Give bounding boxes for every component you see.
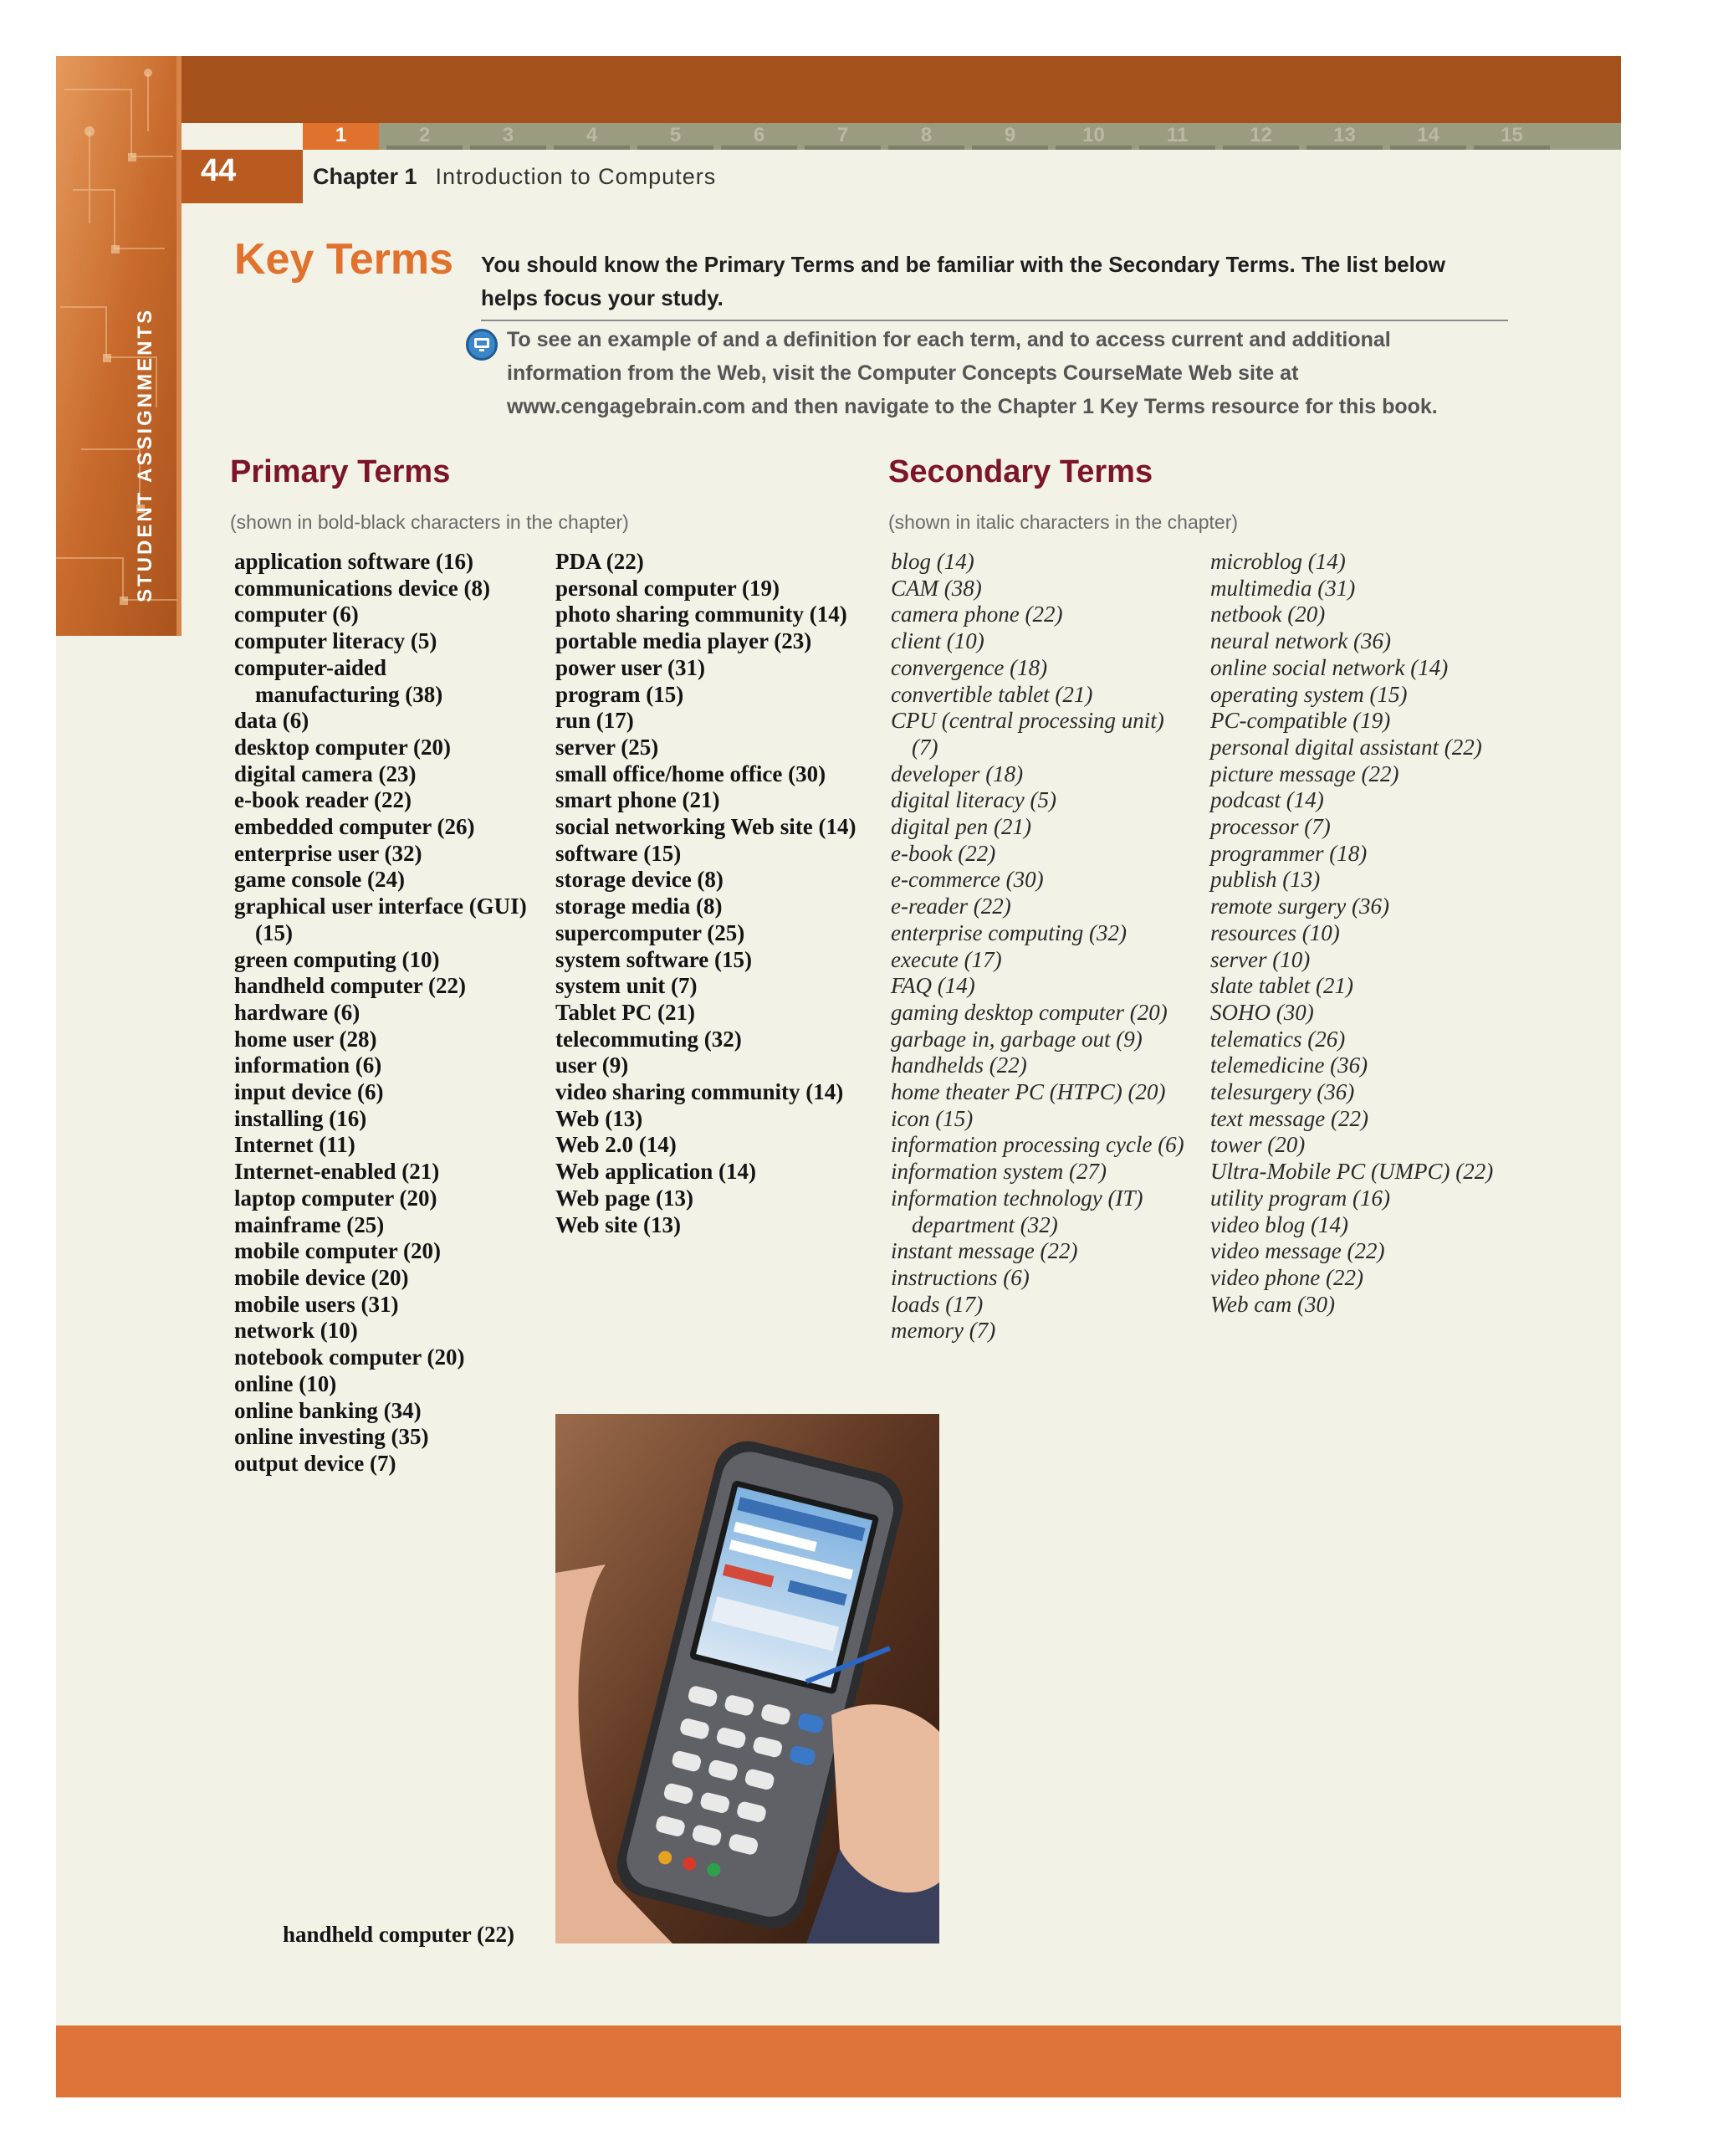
- term-item: video blog (14): [1210, 1211, 1348, 1237]
- chapter-tab-5: 5: [637, 123, 713, 150]
- term-item: computer (6): [234, 602, 359, 627]
- term-item: digital literacy (5): [891, 787, 1056, 813]
- term-item: input device (6): [234, 1079, 384, 1105]
- term-item: handhelds (22): [891, 1052, 1027, 1078]
- term-item: hardware (6): [234, 999, 360, 1025]
- term-item: photo sharing community (14): [555, 602, 847, 627]
- term-item: execute (17): [891, 946, 1002, 972]
- term-item: video phone (22): [1210, 1264, 1363, 1290]
- term-item: icon (15): [891, 1105, 974, 1131]
- primary-terms-subheading: (shown in bold-black characters in the chapter): [230, 511, 629, 533]
- secondary-terms-subheading: (shown in italic characters in the chapter): [888, 511, 1239, 533]
- chapter-tab-10: 10: [1056, 123, 1132, 150]
- term-item: user (9): [555, 1052, 629, 1078]
- term-item: mainframe (25): [234, 1211, 385, 1237]
- term-item: power user (31): [555, 654, 705, 680]
- term-item: operating system (15): [1210, 681, 1408, 707]
- term-item: podcast (14): [1210, 787, 1324, 813]
- chapter-tab-1: 1: [303, 123, 379, 150]
- term-item: CAM (38): [891, 575, 982, 601]
- chapter-tab-8: 8: [888, 123, 964, 150]
- footer-band: [56, 2025, 1621, 2097]
- term-item: instructions (6): [891, 1264, 1030, 1290]
- term-item: telesurgery (36): [1210, 1079, 1355, 1105]
- term-item: video message (22): [1210, 1238, 1385, 1264]
- term-item: tower (20): [1210, 1132, 1306, 1158]
- term-item: online investing (35): [234, 1424, 429, 1450]
- term-item: graphical user interface (GUI) (15): [234, 894, 527, 945]
- term-item: system unit (7): [555, 973, 698, 999]
- term-item: developer (18): [891, 760, 1024, 786]
- web-note: To see an example of and a definition for each term, and to access current and additional information from the Web, visit the Computer Concepts CourseMate Web site at www.cengagebrain.com and then navigate to the Chapter 1 Key Terms resource for this book.: [507, 328, 1438, 418]
- term-item: FAQ (14): [891, 973, 975, 999]
- term-item: software (15): [555, 840, 682, 866]
- term-item: computer literacy (5): [234, 628, 437, 654]
- term-item: resources (10): [1210, 919, 1340, 945]
- term-item: server (10): [1210, 946, 1311, 972]
- chapter-title: Introduction to Computers: [435, 164, 717, 189]
- term-item: text message (22): [1210, 1105, 1368, 1131]
- term-item: e-reader (22): [891, 894, 1011, 919]
- term-item: run (17): [555, 708, 634, 734]
- side-panel: [56, 56, 182, 636]
- chapter-tab-7: 7: [805, 123, 881, 150]
- header-band: [56, 56, 1621, 123]
- term-item: SOHO (30): [1210, 999, 1314, 1025]
- term-item: video sharing community (14): [555, 1079, 844, 1105]
- term-item: embedded computer (26): [234, 814, 475, 840]
- term-item: convergence (18): [891, 654, 1048, 680]
- term-item: convertible tablet (21): [891, 681, 1093, 707]
- primary-terms-column-2: [555, 549, 865, 1238]
- section-intro: You should know the Primary Terms and be familiar with the Secondary Terms. The list below helps focus your study.: [481, 252, 1445, 310]
- term-item: home theater PC (HTPC) (20): [891, 1079, 1166, 1105]
- term-item: telecommuting (32): [555, 1026, 742, 1052]
- web-link-icon: [466, 329, 498, 361]
- term-item: slate tablet (21): [1210, 973, 1353, 999]
- chapter-tab-13: 13: [1306, 123, 1383, 150]
- circuit-board-pattern: [56, 56, 182, 636]
- term-item: installing (16): [234, 1105, 367, 1131]
- term-item: output device (7): [234, 1450, 396, 1476]
- term-item: garbage in, garbage out (9): [891, 1026, 1143, 1052]
- chapter-label: Chapter 1: [313, 164, 417, 189]
- term-item: enterprise computing (32): [891, 919, 1127, 945]
- primary-terms-column-1: [234, 549, 535, 1477]
- term-item: mobile device (20): [234, 1264, 409, 1290]
- term-item: e-commerce (30): [891, 867, 1044, 893]
- term-item: CPU (central processing unit) (7): [891, 708, 1164, 760]
- term-item: programmer (18): [1210, 840, 1368, 866]
- term-item: gaming desktop computer (20): [891, 999, 1168, 1025]
- chapter-tab-3: 3: [470, 123, 546, 150]
- handheld-computer-photo: [555, 1414, 939, 1943]
- term-item: personal digital assistant (22): [1210, 734, 1482, 760]
- term-item: portable media player (23): [555, 628, 812, 654]
- term-item: picture message (22): [1210, 760, 1399, 786]
- term-item: Internet-enabled (21): [234, 1159, 440, 1185]
- term-item: Web 2.0 (14): [555, 1132, 677, 1158]
- chapter-tab-11: 11: [1139, 123, 1215, 150]
- term-item: laptop computer (20): [234, 1185, 437, 1211]
- term-item: personal computer (19): [555, 575, 780, 601]
- term-item: Ultra-Mobile PC (UMPC) (22): [1210, 1159, 1494, 1185]
- term-item: digital camera (23): [234, 760, 417, 786]
- term-item: system software (15): [555, 946, 752, 972]
- term-item: information technology (IT) department (32): [891, 1185, 1143, 1237]
- primary-terms-heading: Primary Terms: [230, 454, 451, 489]
- chapter-tabs: [303, 123, 1557, 150]
- side-label: STUDENT ASSIGNMENTS: [134, 307, 156, 602]
- term-item: client (10): [891, 628, 984, 654]
- term-item: storage device (8): [555, 867, 724, 893]
- term-item: computer-aided manufacturing (38): [234, 654, 443, 707]
- secondary-terms-column-1: [891, 549, 1192, 1344]
- term-item: social networking Web site (14): [555, 814, 856, 840]
- term-item: telematics (26): [1210, 1026, 1346, 1052]
- chapter-tab-14: 14: [1390, 123, 1466, 150]
- term-item: program (15): [555, 681, 684, 707]
- term-item: utility program (16): [1210, 1185, 1390, 1211]
- chapter-tab-12: 12: [1223, 123, 1299, 150]
- term-item: neural network (36): [1210, 628, 1391, 654]
- divider: [481, 320, 1508, 321]
- term-item: remote surgery (36): [1210, 894, 1389, 919]
- term-item: network (10): [234, 1318, 358, 1344]
- term-item: small office/home office (30): [555, 760, 826, 786]
- term-item: online (10): [234, 1370, 337, 1396]
- term-item: mobile computer (20): [234, 1238, 441, 1264]
- term-item: desktop computer (20): [234, 734, 451, 760]
- page-number-box: [182, 150, 303, 203]
- term-item: instant message (22): [891, 1238, 1078, 1264]
- term-item: Internet (11): [234, 1132, 355, 1158]
- secondary-terms-column-2: [1210, 549, 1545, 1318]
- term-item: processor (7): [1210, 814, 1331, 840]
- term-item: Tablet PC (21): [555, 999, 695, 1025]
- term-item: information system (27): [891, 1159, 1107, 1185]
- term-item: netbook (20): [1210, 602, 1326, 627]
- term-item: notebook computer (20): [234, 1344, 465, 1370]
- term-item: smart phone (21): [555, 787, 720, 813]
- term-item: Web site (13): [555, 1211, 681, 1237]
- chapter-tab-4: 4: [554, 123, 630, 150]
- term-item: server (25): [555, 734, 659, 760]
- term-item: mobile users (31): [234, 1291, 399, 1317]
- term-item: microblog (14): [1210, 549, 1346, 574]
- term-item: application software (16): [234, 549, 473, 574]
- term-item: camera phone (22): [891, 602, 1063, 627]
- term-item: online social network (14): [1210, 654, 1449, 680]
- term-item: storage media (8): [555, 894, 723, 919]
- term-item: online banking (34): [234, 1397, 422, 1423]
- page-number: 44: [201, 153, 237, 188]
- term-item: PC-compatible (19): [1210, 708, 1391, 734]
- term-item: information (6): [234, 1052, 382, 1078]
- term-item: publish (13): [1210, 867, 1321, 893]
- term-item: green computing (10): [234, 946, 440, 972]
- term-item: home user (28): [234, 1026, 377, 1052]
- term-item: game console (24): [234, 867, 405, 893]
- term-item: data (6): [234, 708, 309, 734]
- term-item: multimedia (31): [1210, 575, 1356, 601]
- term-item: telemedicine (36): [1210, 1052, 1368, 1078]
- term-item: Web page (13): [555, 1185, 693, 1211]
- term-item: Web (13): [555, 1105, 643, 1131]
- term-item: e-book reader (22): [234, 787, 412, 813]
- chapter-heading: [313, 164, 716, 190]
- term-item: PDA (22): [555, 549, 644, 574]
- figure-caption: handheld computer (22): [283, 1922, 515, 1947]
- term-item: e-book (22): [891, 840, 996, 866]
- term-item: memory (7): [891, 1318, 996, 1344]
- term-item: information processing cycle (6): [891, 1132, 1184, 1158]
- secondary-terms-heading: Secondary Terms: [888, 454, 1153, 489]
- term-item: handheld computer (22): [234, 973, 467, 999]
- term-item: Web application (14): [555, 1159, 757, 1185]
- chapter-tab-9: 9: [972, 123, 1048, 150]
- term-item: enterprise user (32): [234, 840, 422, 866]
- term-item: Web cam (30): [1210, 1291, 1335, 1317]
- section-title: Key Terms: [234, 235, 454, 284]
- term-item: loads (17): [891, 1291, 984, 1317]
- chapter-tab-6: 6: [721, 123, 797, 150]
- term-item: supercomputer (25): [555, 919, 745, 945]
- term-item: blog (14): [891, 549, 974, 574]
- term-item: communications device (8): [234, 575, 490, 601]
- chapter-tab-2: 2: [386, 123, 463, 150]
- term-item: digital pen (21): [891, 814, 1031, 840]
- chapter-tab-15: 15: [1474, 123, 1550, 150]
